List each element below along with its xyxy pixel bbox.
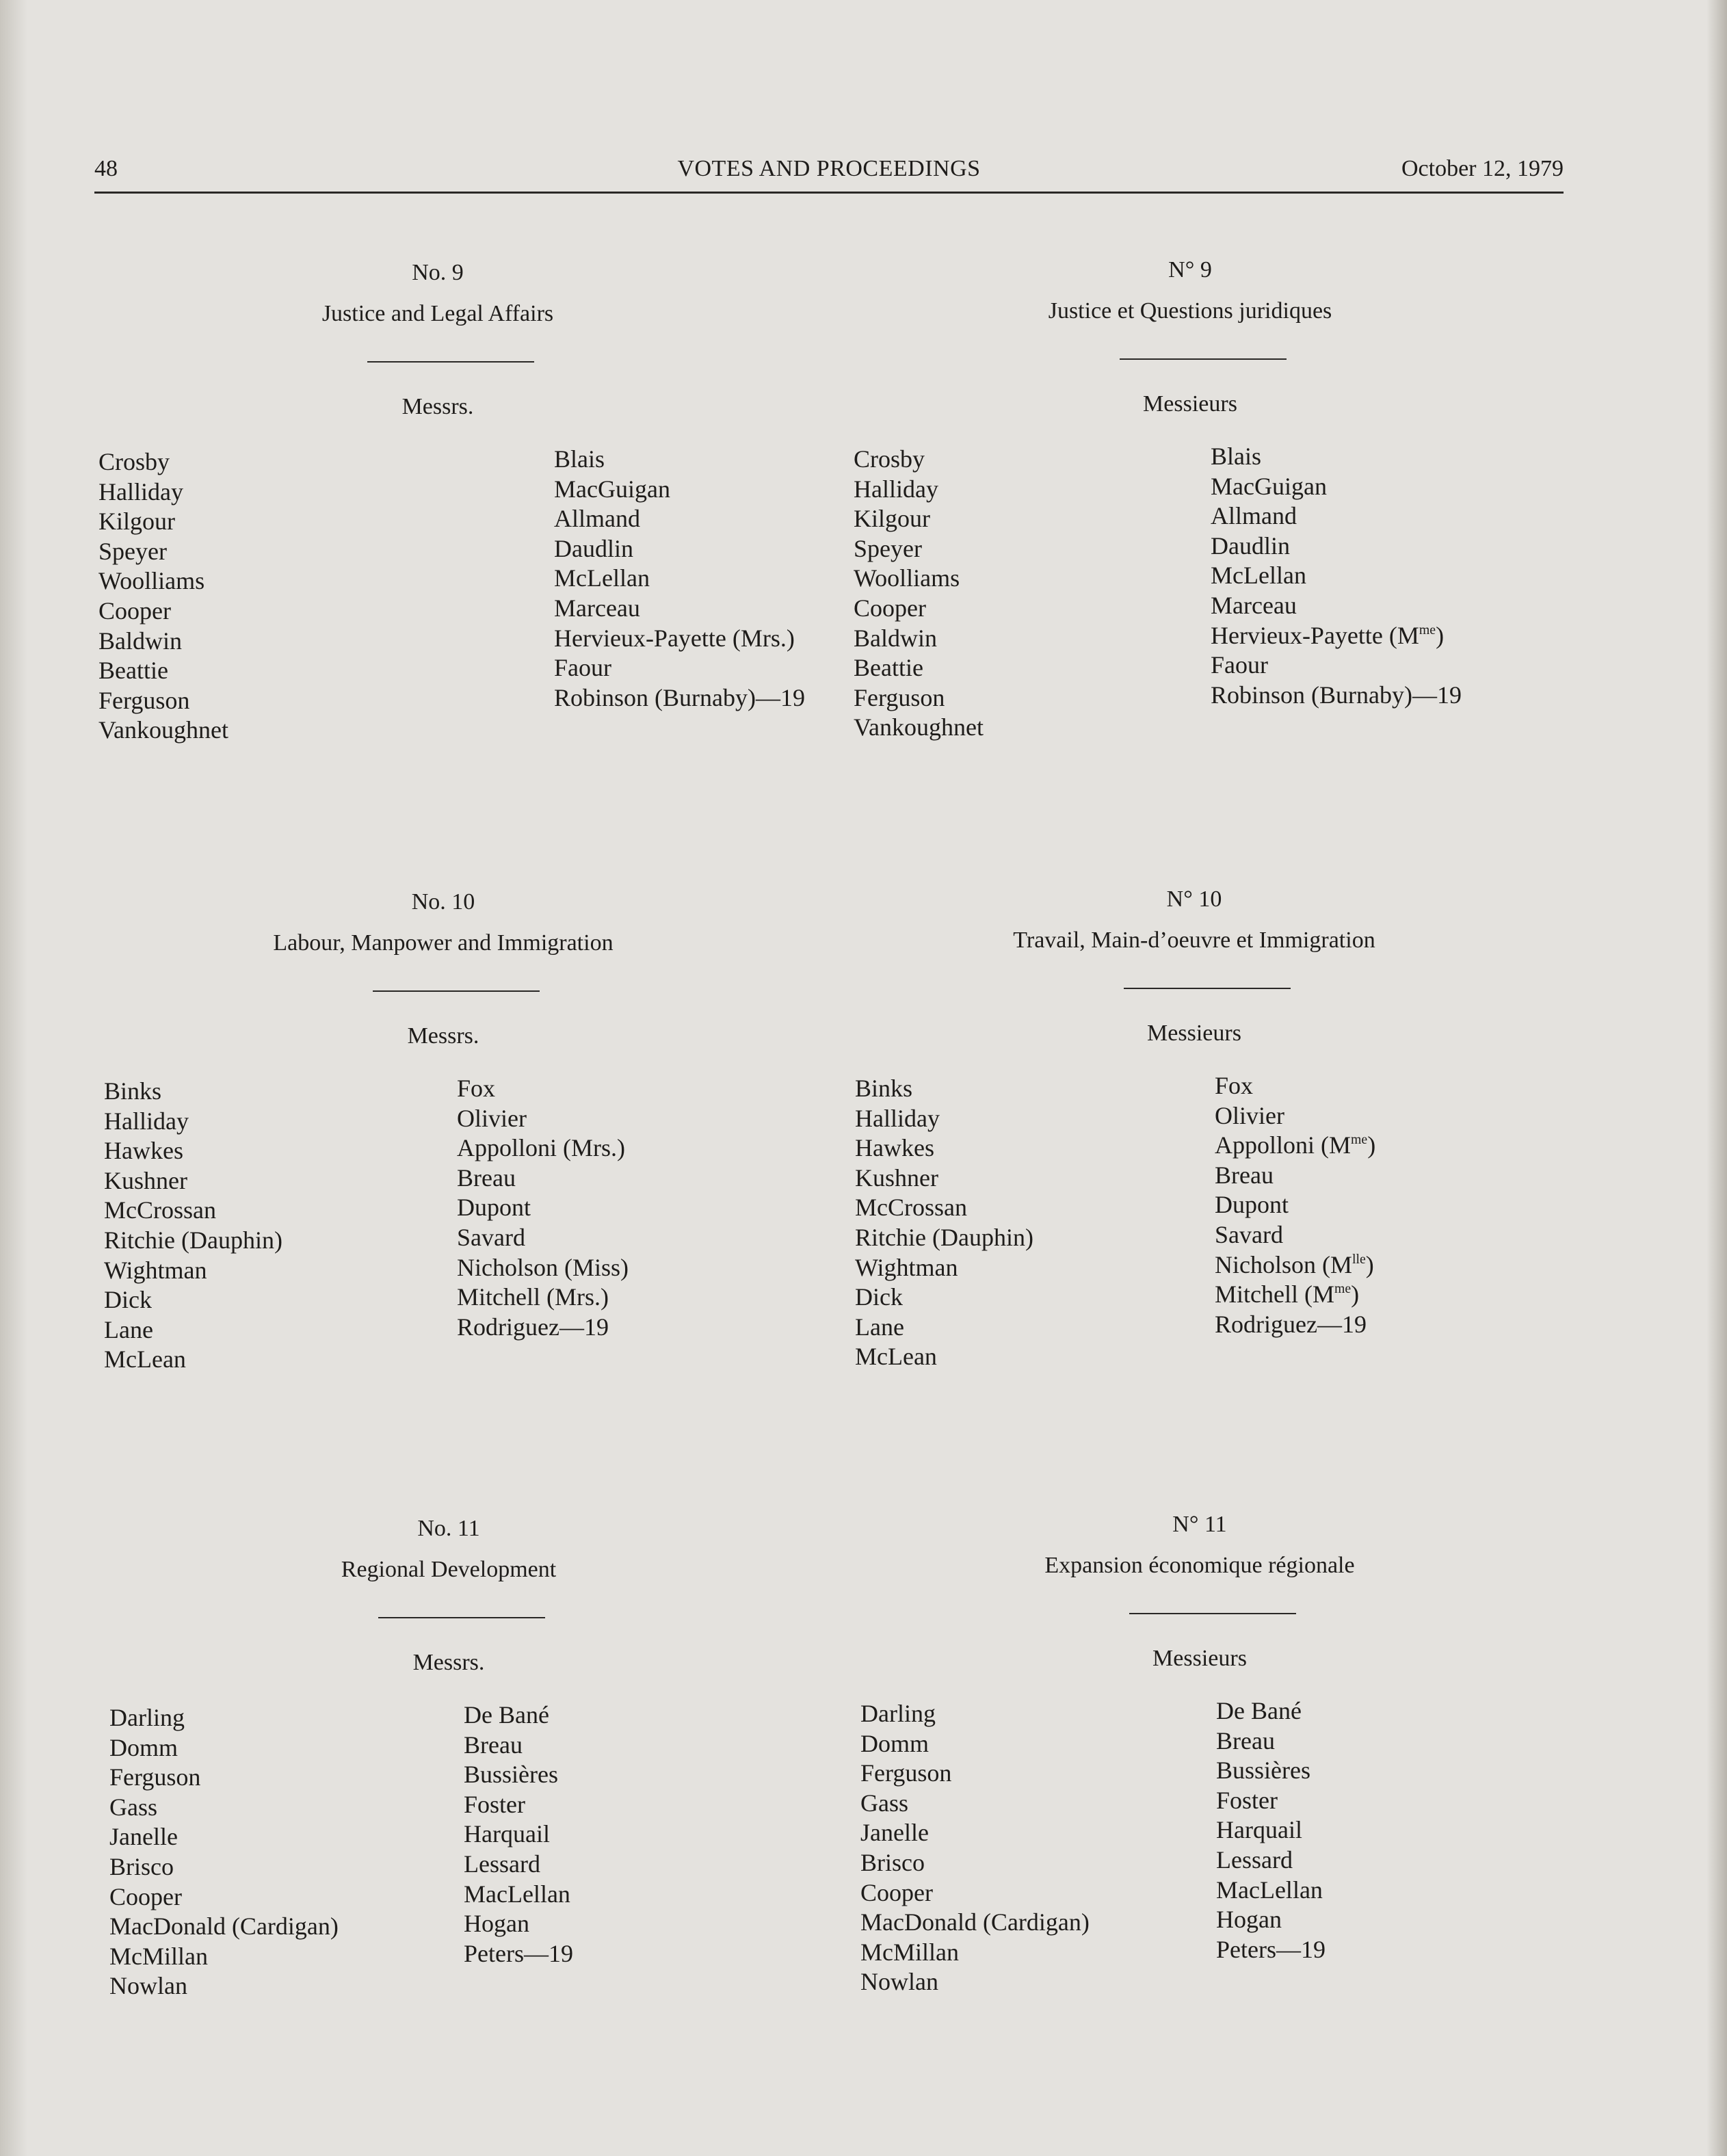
committee-number: N° 11: [1172, 1512, 1227, 1537]
member-name: Janelle: [109, 1823, 178, 1851]
member-name: Kushner: [855, 1164, 938, 1192]
member-name: Mitchell (Mrs.): [457, 1283, 609, 1311]
committee-name: Labour, Manpower and Immigration: [273, 930, 614, 956]
member-name: Appolloni (Mrs.): [457, 1134, 625, 1162]
member-name: Cooper: [109, 1882, 182, 1910]
member-name: Dick: [104, 1286, 152, 1314]
member-name: Crosby: [98, 448, 170, 475]
member-name: Nowlan: [860, 1968, 938, 1996]
member-name: Nowlan: [109, 1972, 187, 2000]
member-name: Rodriguez—19: [1215, 1310, 1367, 1338]
member-name: Kilgour: [854, 505, 930, 533]
member-name: Hervieux-Payette $(M^{me})$: [1211, 621, 1445, 649]
member-name: Wightman: [855, 1253, 958, 1281]
member-name: Hervieux-Payette (Mrs.): [554, 624, 795, 652]
page-header: [94, 156, 1564, 190]
committee-number: N° 9: [1168, 257, 1212, 282]
member-name: Savard: [457, 1223, 525, 1251]
committee-block: [107, 1516, 791, 2036]
member-name: Beattie: [98, 657, 168, 685]
member-name: Brisco: [109, 1852, 174, 1880]
member-name: Brisco: [860, 1848, 925, 1876]
committee-number: N° 10: [1166, 886, 1222, 912]
member-name: Crosby: [854, 445, 925, 473]
member-name: Daudlin: [1211, 531, 1290, 560]
members-column-right: [1216, 1696, 1326, 1964]
member-name: Cooper: [854, 594, 926, 622]
member-name: Janelle: [860, 1819, 929, 1847]
member-name: Wightman: [104, 1256, 207, 1284]
member-name: Allmand: [554, 505, 640, 533]
member-name: Halliday: [855, 1104, 940, 1132]
member-name: Nicholson $(M^{lle})$: [1215, 1250, 1374, 1278]
member-name: Daudlin: [554, 534, 633, 562]
member-name: Halliday: [104, 1107, 189, 1135]
member-name: Breau: [1215, 1161, 1274, 1189]
member-name: MacGuigan: [554, 475, 670, 503]
committee-rule: [1129, 1613, 1296, 1614]
member-name: Marceau: [1211, 591, 1297, 619]
member-name: Kilgour: [98, 508, 175, 536]
committee-name: Travail, Main-d’oeuvre et Immigration: [1013, 928, 1375, 953]
committee-number: No. 10: [411, 889, 475, 915]
member-name: Appolloni $(M^{me})$: [1215, 1131, 1376, 1159]
member-name: Binks: [855, 1075, 913, 1102]
member-name: Gass: [860, 1789, 908, 1817]
member-name: Woolliams: [98, 567, 205, 595]
member-name: Ferguson: [98, 686, 190, 714]
member-name: Breau: [1216, 1726, 1275, 1754]
members-column-left: [98, 447, 228, 746]
member-name: Woolliams: [854, 564, 960, 592]
committee-name: Expansion économique régionale: [1044, 1553, 1355, 1578]
member-name: Lane: [855, 1313, 904, 1341]
committee-rule: [1124, 988, 1291, 989]
member-name: Speyer: [854, 534, 922, 562]
members-column-left: [860, 1699, 1090, 1997]
member-name: MacGuigan: [1211, 472, 1327, 500]
committee-block: [852, 886, 1536, 1406]
member-name: De Bané: [464, 1701, 549, 1728]
member-name: McCrossan: [855, 1194, 967, 1222]
members-title-label: Messrs.: [401, 394, 474, 419]
member-name: Faour: [554, 654, 611, 682]
member-name: Harquail: [464, 1820, 550, 1848]
member-name: McLellan: [1211, 562, 1306, 590]
member-name: Allmand: [1211, 502, 1297, 530]
member-name: Foster: [464, 1790, 525, 1818]
member-name: Faour: [1211, 651, 1268, 679]
member-name: Mitchell $(M^{me})$: [1215, 1280, 1360, 1309]
member-name: Peters—19: [1216, 1935, 1326, 1963]
header-rule: [94, 192, 1564, 194]
member-name: De Bané: [1216, 1697, 1302, 1724]
members-column-right: [464, 1700, 573, 1969]
member-name: Breau: [464, 1731, 523, 1759]
members-column-right: [1211, 442, 1462, 710]
member-name: Bussières: [464, 1761, 558, 1789]
member-name: Ritchie (Dauphin): [855, 1223, 1033, 1251]
member-name: Foster: [1216, 1786, 1278, 1814]
members-title-label: Messieurs: [1143, 391, 1237, 417]
member-name: Kushner: [104, 1166, 187, 1194]
member-name: Hawkes: [104, 1137, 183, 1165]
page-edge-shadow: [1706, 0, 1727, 2156]
members-column-left: [855, 1074, 1033, 1372]
member-name: Dupont: [457, 1194, 531, 1222]
committee-name: Justice and Legal Affairs: [321, 301, 554, 326]
members-column-right: [1215, 1071, 1375, 1339]
member-name: Bussières: [1216, 1757, 1310, 1785]
members-title-label: Messrs.: [412, 1650, 485, 1675]
member-name: Cooper: [860, 1878, 933, 1906]
member-name: Breau: [457, 1164, 516, 1192]
committee-block: [101, 889, 785, 1409]
member-name: Blais: [554, 445, 605, 473]
member-name: Cooper: [98, 596, 171, 625]
committee-name: Justice et Questions juridiques: [1048, 298, 1332, 324]
committee-number: No. 11: [417, 1516, 480, 1541]
committee-rule: [1120, 358, 1287, 360]
member-name: Olivier: [457, 1104, 527, 1132]
members-title-label: Messieurs: [1147, 1021, 1241, 1046]
member-name: Fox: [1215, 1072, 1254, 1099]
member-name: McMillan: [860, 1938, 959, 1966]
member-name: Baldwin: [98, 627, 182, 655]
member-name: Fox: [457, 1075, 496, 1102]
member-name: Halliday: [854, 475, 938, 503]
member-name: Darling: [109, 1704, 185, 1731]
member-name: McCrossan: [104, 1196, 216, 1224]
member-name: Blais: [1211, 443, 1262, 470]
member-name: Hogan: [464, 1910, 529, 1938]
member-name: Ferguson: [109, 1763, 201, 1791]
member-name: MacDonald (Cardigan): [109, 1912, 339, 1941]
member-name: Gass: [109, 1793, 157, 1821]
member-name: MacLellan: [1216, 1876, 1323, 1904]
member-name: Rodriguez—19: [457, 1313, 609, 1341]
members-column-right: [554, 445, 805, 713]
member-name: Marceau: [554, 594, 640, 622]
member-name: Domm: [860, 1729, 930, 1757]
member-name: McLean: [104, 1345, 186, 1373]
member-name: MacLellan: [464, 1880, 570, 1908]
members-title-label: Messrs.: [407, 1023, 479, 1049]
member-name: Vankoughnet: [854, 713, 984, 741]
members-column-left: [104, 1077, 282, 1375]
members-column-left: [854, 445, 984, 743]
member-name: Ferguson: [854, 683, 945, 711]
member-name: McMillan: [109, 1942, 208, 1970]
member-name: Nicholson (Miss): [457, 1253, 629, 1281]
member-name: Halliday: [98, 477, 183, 505]
member-name: MacDonald (Cardigan): [860, 1908, 1090, 1936]
member-name: McLellan: [554, 564, 650, 592]
member-name: Lessard: [1216, 1845, 1293, 1874]
page-date: October 12, 1979: [1401, 156, 1564, 181]
member-name: Harquail: [1216, 1816, 1302, 1844]
committee-rule: [367, 361, 534, 363]
member-name: Peters—19: [464, 1939, 573, 1967]
committee-block: [96, 260, 805, 780]
member-name: Vankoughnet: [98, 716, 228, 744]
committee-rule: [378, 1617, 545, 1618]
page-title: VOTES AND PROCEEDINGS: [677, 156, 981, 181]
page-number: 48: [94, 156, 118, 181]
member-name: Lessard: [464, 1850, 540, 1878]
page-edge-shadow: [0, 0, 27, 2156]
member-name: Domm: [109, 1733, 179, 1761]
member-name: Baldwin: [854, 624, 937, 652]
member-name: Lane: [104, 1315, 153, 1343]
member-name: Olivier: [1215, 1101, 1284, 1129]
member-name: Binks: [104, 1077, 162, 1105]
member-name: Dupont: [1215, 1191, 1289, 1219]
committee-name: Regional Development: [341, 1557, 557, 1582]
committee-rule: [373, 990, 540, 992]
members-column-right: [457, 1074, 629, 1342]
member-name: Darling: [860, 1700, 936, 1727]
committee-number: No. 9: [412, 260, 464, 285]
member-name: Robinson (Burnaby)—19: [554, 683, 805, 711]
member-name: Ritchie (Dauphin): [104, 1226, 282, 1254]
member-name: Hogan: [1216, 1906, 1282, 1934]
member-name: Savard: [1215, 1220, 1283, 1248]
member-name: Robinson (Burnaby)—19: [1211, 681, 1462, 709]
members-column-left: [109, 1703, 339, 2001]
committee-block: [858, 1512, 1542, 2032]
member-name: Beattie: [854, 654, 923, 682]
member-name: Hawkes: [855, 1134, 934, 1162]
member-name: Speyer: [98, 537, 167, 565]
committee-block: [848, 257, 1532, 777]
member-name: Dick: [855, 1283, 903, 1311]
member-name: Ferguson: [860, 1759, 952, 1787]
member-name: McLean: [855, 1343, 937, 1371]
members-title-label: Messieurs: [1152, 1646, 1247, 1671]
